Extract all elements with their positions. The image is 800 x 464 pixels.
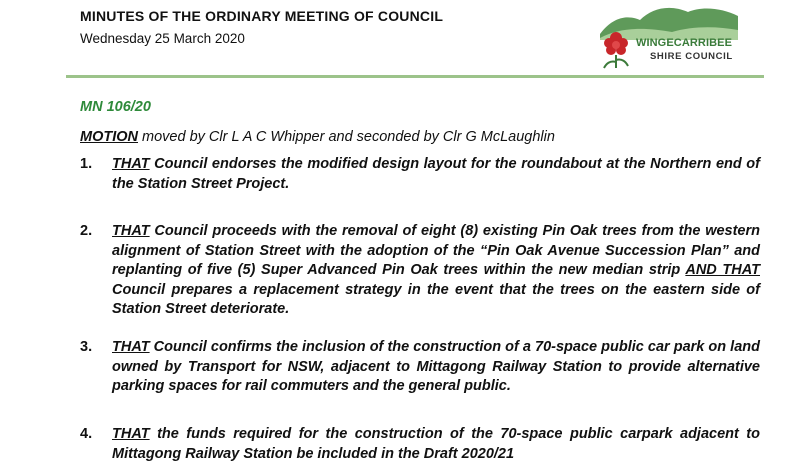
item-and-that: AND THAT (685, 262, 760, 278)
logo-name: WINGECARRIBEE (636, 37, 733, 49)
resolution-item-4 (80, 425, 760, 464)
motion-keyword: MOTION (80, 129, 138, 145)
item-lead: THAT (112, 156, 150, 172)
resolution-item-2 (80, 222, 760, 320)
item-text: the funds required for the construction of the 70-space public carpark adjacent to Mittagong Railway Station be included in the Draft 2020/21 (112, 426, 760, 462)
item-number: 2. (80, 223, 93, 239)
motion-text: moved by Clr L A C Whipper and seconded by Clr G McLaughlin (138, 129, 555, 145)
resolution-item-1 (80, 155, 760, 194)
item-lead: THAT (112, 426, 150, 442)
council-logo (592, 0, 742, 72)
item-text: Council confirms the inclusion of the construction of a 70-space public car park on land owned by Transport for NSW, adjacent to Mittagong Railway Station to provide alternative parking spaces for rail commuters and the general public. (112, 339, 760, 394)
item-lead: THAT (112, 223, 150, 239)
item-number: 4. (80, 426, 93, 442)
item-text: Council proceeds with the removal of eight (8) existing Pin Oak trees from the western alignment of Station Street with the adoption of the “Pin Oak Avenue Succession Plan” and replanting of five (5) Super Advanced Pin Oak trees within the new median strip (112, 223, 760, 278)
logo-subtitle: SHIRE COUNCIL (650, 51, 733, 62)
minutes-title: MINUTES OF THE ORDINARY MEETING OF COUNCIL (80, 8, 444, 24)
item-text: Council endorses the modified design layout for the roundabout at the Northern end of the Station Street Project. (112, 156, 760, 192)
item-text-continued: Council prepares a replacement strategy in the event that the trees on the eastern side of Station Street deteriorate. (112, 281, 760, 317)
item-number: 1. (80, 156, 93, 172)
minute-number: MN 106/20 (80, 99, 151, 115)
item-number: 3. (80, 339, 93, 355)
item-lead: THAT (112, 339, 150, 355)
resolution-item-3 (80, 338, 760, 397)
meeting-date: Wednesday 25 March 2020 (80, 31, 245, 46)
header-divider (66, 75, 764, 78)
motion-line (80, 129, 555, 145)
